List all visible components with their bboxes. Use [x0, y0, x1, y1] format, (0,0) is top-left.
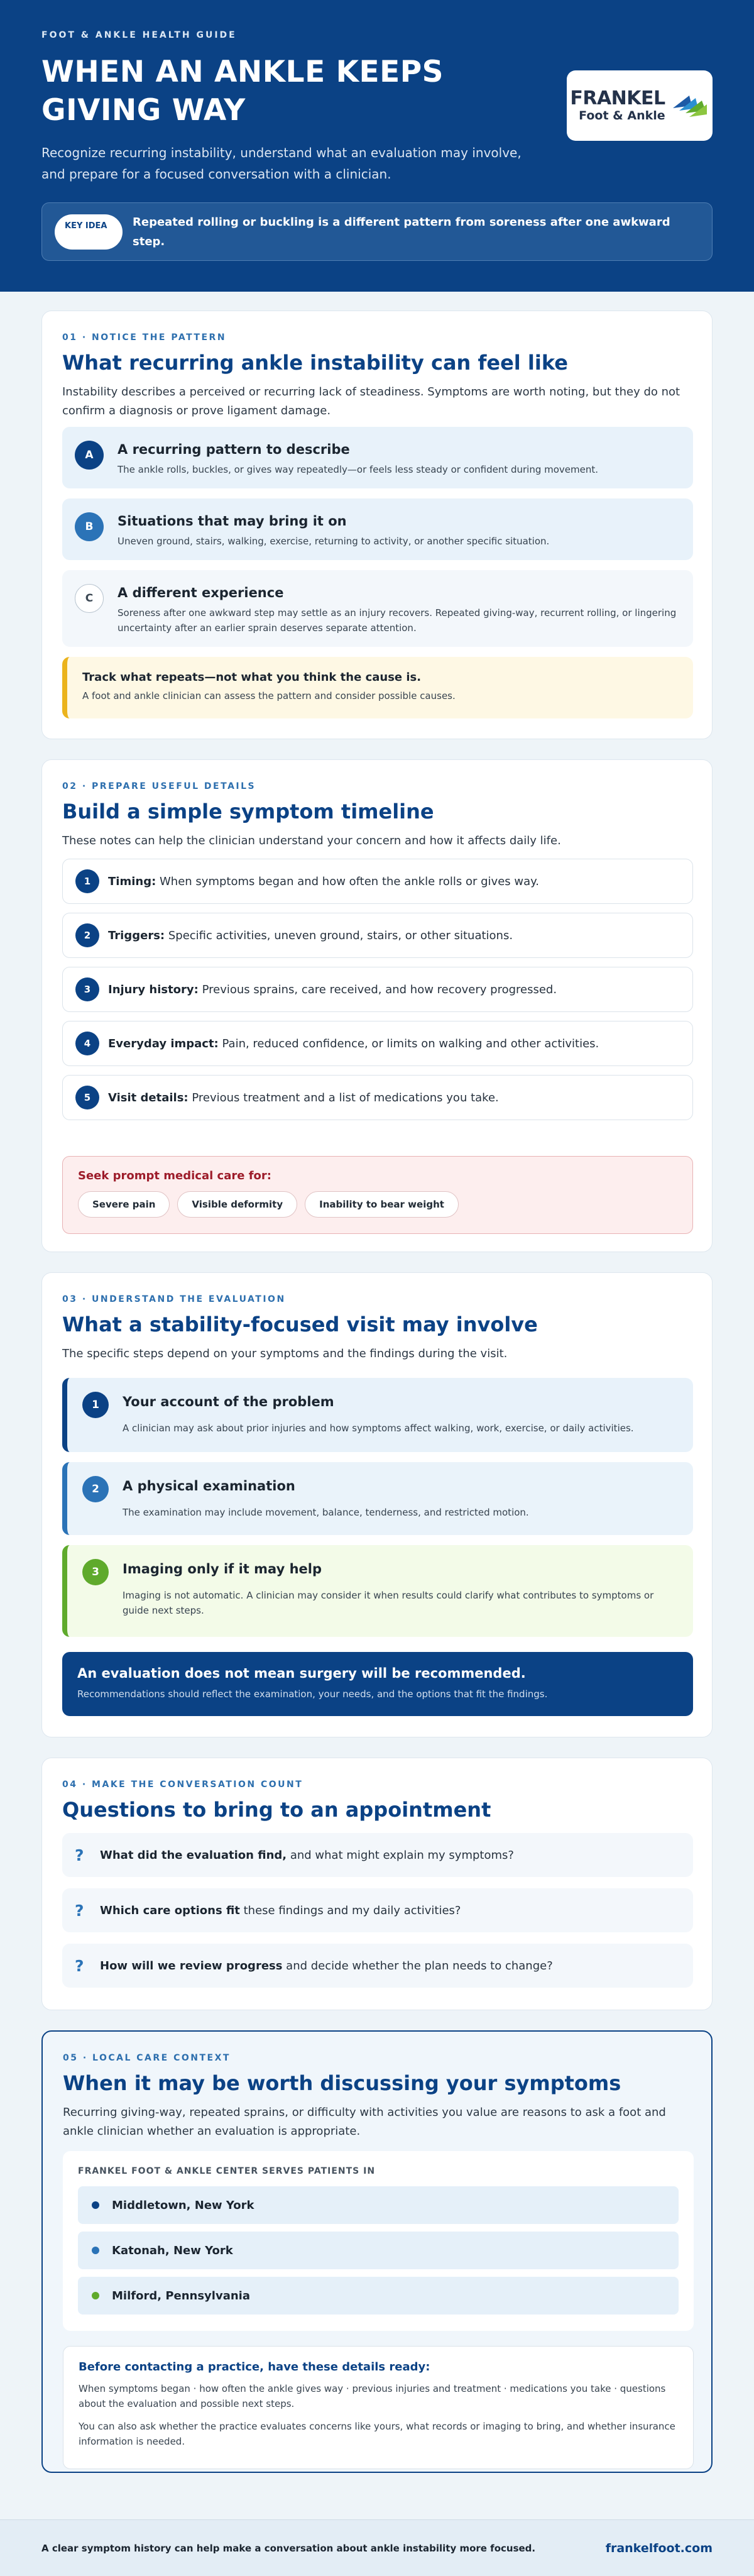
- urgent-care-alert: [62, 1156, 693, 1234]
- question-text: [100, 1904, 461, 1917]
- page-footer: [0, 2519, 754, 2576]
- section-lead: Instability describes a perceived or recurring lack of steadiness. Symptoms are worth noting, but they do not confirm a diagnosis or prove ligament damage.: [62, 385, 680, 417]
- foot-logo-icon: [670, 89, 709, 122]
- question-item: [62, 1944, 693, 1988]
- question-bold: Which care options fit: [100, 1903, 240, 1917]
- pattern-title: Situations that may bring it on: [117, 514, 347, 529]
- prep-paragraph-1: When symptoms began · how often the ankle gives way · previous injuries and treatment · medications you take · questions about the evaluation and possible next steps.: [79, 2383, 666, 2409]
- step-detail: Specific activities, uneven ground, stairs, or other situations.: [165, 928, 513, 942]
- section-title: When it may be worth discussing your symptoms: [63, 2071, 621, 2095]
- timeline-step: [62, 967, 693, 1012]
- section-eyebrow: 03 · UNDERSTAND THE EVALUATION: [62, 1294, 286, 1304]
- step-label: Triggers:: [108, 928, 165, 942]
- hero-header: [0, 0, 754, 292]
- timeline-step: [62, 1021, 693, 1066]
- symptom-chip: Visible deformity: [177, 1191, 297, 1218]
- location-item[interactable]: [78, 2277, 679, 2315]
- step-detail: Pain, reduced confidence, or limits on walking and other activities.: [218, 1037, 599, 1050]
- location-item[interactable]: [78, 2186, 679, 2224]
- step-number: 3: [75, 977, 99, 1001]
- location-dot-icon: [92, 2292, 99, 2299]
- step-number: 5: [75, 1086, 99, 1109]
- letter-badge: C: [75, 584, 104, 613]
- question-mark-icon: ?: [75, 1956, 84, 1975]
- location-dot-icon: [92, 2201, 99, 2209]
- evaluation-desc: The examination may include movement, balance, tenderness, and restricted motion.: [123, 1507, 529, 1518]
- key-idea-badge: KEY IDEA: [55, 214, 123, 250]
- section-notice-pattern: [41, 311, 713, 739]
- pattern-item-a: [62, 427, 693, 488]
- logo-line-1: FRANKEL: [570, 87, 665, 109]
- step-detail: Previous treatment and a list of medications you take.: [188, 1091, 499, 1104]
- website-link[interactable]: frankelfoot.com: [605, 2541, 713, 2555]
- symptom-chip: Severe pain: [78, 1191, 170, 1218]
- section-eyebrow: 02 · PREPARE USEFUL DETAILS: [62, 781, 256, 791]
- step-label: Injury history:: [108, 983, 199, 996]
- question-text: [100, 1849, 514, 1862]
- alert-chips: [78, 1191, 677, 1218]
- pattern-desc: The ankle rolls, buckles, or gives way repeatedly—or feels less steady or confident during movement.: [117, 464, 599, 475]
- key-idea-text: Repeated rolling or buckling is a different pattern from soreness after one awkward step.: [133, 215, 670, 248]
- section-local-care: [41, 2030, 713, 2473]
- footer-text: A clear symptom history can help make a conversation about ankle instability more focused.: [41, 2542, 536, 2554]
- step-detail: Previous sprains, care received, and how recovery progressed.: [198, 983, 557, 996]
- section-lead: The specific steps depend on your symptoms and the findings during the visit.: [62, 1347, 508, 1360]
- step-number: 3: [82, 1559, 109, 1585]
- prep-title: Before contacting a practice, have these details ready:: [79, 2360, 430, 2374]
- section-understand-evaluation: [41, 1272, 713, 1737]
- section-title: What recurring ankle instability can feel like: [62, 351, 568, 375]
- evaluation-title: Your account of the problem: [123, 1394, 334, 1409]
- logo-line-2: Foot & Ankle: [579, 109, 665, 123]
- step-number: 2: [75, 923, 99, 947]
- alert-title: Seek prompt medical care for:: [78, 1169, 271, 1182]
- section-eyebrow: 01 · NOTICE THE PATTERN: [62, 333, 227, 343]
- step-text: [108, 875, 539, 888]
- prep-details-panel: [63, 2346, 694, 2469]
- evaluation-step-1: [62, 1378, 693, 1452]
- step-text: [108, 1037, 599, 1050]
- page-title: WHEN AN ANKLE KEEPS GIVING WAY: [41, 55, 444, 128]
- banner-title: An evaluation does not mean surgery will be recommended.: [77, 1666, 526, 1681]
- location-name: Milford, Pennsylvania: [112, 2289, 250, 2303]
- section-eyebrow: 05 · LOCAL CARE CONTEXT: [63, 2053, 231, 2063]
- letter-badge: A: [75, 441, 104, 470]
- step-text: [108, 983, 557, 996]
- question-mark-icon: ?: [75, 1901, 84, 1920]
- location-name: Katonah, New York: [112, 2243, 233, 2257]
- locations-heading: FRANKEL FOOT & ANKLE CENTER SERVES PATIENTS IN: [78, 2166, 376, 2176]
- step-text: [108, 1091, 499, 1104]
- logo-wordmark: [570, 89, 665, 122]
- question-bold: How will we review progress: [100, 1959, 283, 1973]
- key-idea-box: [41, 202, 713, 261]
- question-item: [62, 1833, 693, 1877]
- question-mark-icon: ?: [75, 1846, 84, 1864]
- step-label: Timing:: [108, 874, 156, 888]
- location-item[interactable]: [78, 2232, 679, 2269]
- letter-badge: B: [75, 512, 104, 541]
- step-detail: When symptoms began and how often the ankle rolls or gives way.: [156, 874, 539, 888]
- evaluation-title: Imaging only if it may help: [123, 1561, 322, 1577]
- section-lead: Recurring giving-way, repeated sprains, or difficulty with activities you value are reasons to ask a foot and ankle clinician whether an evaluation is appropriate.: [63, 2106, 666, 2138]
- surgery-note-banner: [62, 1652, 693, 1716]
- pattern-desc: Uneven ground, stairs, walking, exercise, returning to activity, or another specific situation.: [117, 536, 550, 547]
- evaluation-desc: A clinician may ask about prior injuries and how symptoms affect walking, work, exercise, or daily activities.: [123, 1423, 634, 1434]
- section-eyebrow: 04 · MAKE THE CONVERSATION COUNT: [62, 1780, 303, 1790]
- location-dot-icon: [92, 2247, 99, 2254]
- question-text: [100, 1959, 553, 1973]
- guide-eyebrow: FOOT & ANKLE HEALTH GUIDE: [41, 30, 237, 40]
- evaluation-desc: Imaging is not automatic. A clinician may consider it when results could clarify what contributes to symptoms or guide next steps.: [123, 1590, 654, 1616]
- tip-callout: [62, 657, 693, 718]
- step-number: 1: [82, 1392, 109, 1418]
- pattern-item-b: [62, 498, 693, 560]
- pattern-title: A different experience: [117, 585, 284, 600]
- section-lead: These notes can help the clinician understand your concern and how it affects daily life.: [62, 834, 561, 847]
- timeline-step: [62, 913, 693, 958]
- page-subtitle: Recognize recurring instability, understand what an evaluation may involve, and prepare for a focused conversation with a clinician.: [41, 145, 522, 182]
- evaluation-step-2: [62, 1462, 693, 1535]
- tip-desc: A foot and ankle clinician can assess the pattern and consider possible causes.: [82, 690, 456, 702]
- pattern-title: A recurring pattern to describe: [117, 442, 350, 457]
- pattern-desc: Soreness after one awkward step may settle as an injury recovers. Repeated giving-way, recurrent rolling, or lingering uncertainty after an earlier sprain deserves separate attention.: [117, 607, 677, 634]
- section-conversation: [41, 1758, 713, 2010]
- step-label: Visit details:: [108, 1091, 188, 1104]
- question-item: [62, 1888, 693, 1932]
- prep-paragraph-2: You can also ask whether the practice evaluates concerns like yours, what records or imaging to bring, and whether insurance information is needed.: [79, 2421, 675, 2447]
- timeline-step: [62, 859, 693, 904]
- question-bold: What did the evaluation find,: [100, 1848, 287, 1862]
- tip-title: Track what repeats—not what you think the cause is.: [82, 671, 422, 684]
- location-name: Middletown, New York: [112, 2198, 254, 2212]
- step-text: [108, 929, 513, 942]
- step-number: 4: [75, 1032, 99, 1055]
- step-label: Everyday impact:: [108, 1037, 219, 1050]
- question-rest: and what might explain my symptoms?: [287, 1848, 514, 1862]
- question-rest: and decide whether the plan needs to change?: [282, 1959, 553, 1973]
- section-title: Questions to bring to an appointment: [62, 1798, 491, 1822]
- evaluation-step-3: [62, 1545, 693, 1637]
- locations-panel: [63, 2151, 694, 2331]
- pattern-item-c: [62, 570, 693, 647]
- step-number: 1: [75, 869, 99, 893]
- brand-logo[interactable]: [567, 70, 713, 141]
- banner-desc: Recommendations should reflect the examination, your needs, and the options that fit the findings.: [77, 1688, 548, 1700]
- section-prepare-details: [41, 759, 713, 1252]
- section-title: Build a simple symptom timeline: [62, 800, 434, 823]
- evaluation-title: A physical examination: [123, 1478, 295, 1494]
- timeline-step: [62, 1075, 693, 1120]
- question-rest: these findings and my daily activities?: [239, 1903, 461, 1917]
- section-title: What a stability-focused visit may involve: [62, 1313, 538, 1336]
- symptom-chip: Inability to bear weight: [305, 1191, 459, 1218]
- step-number: 2: [82, 1476, 109, 1502]
